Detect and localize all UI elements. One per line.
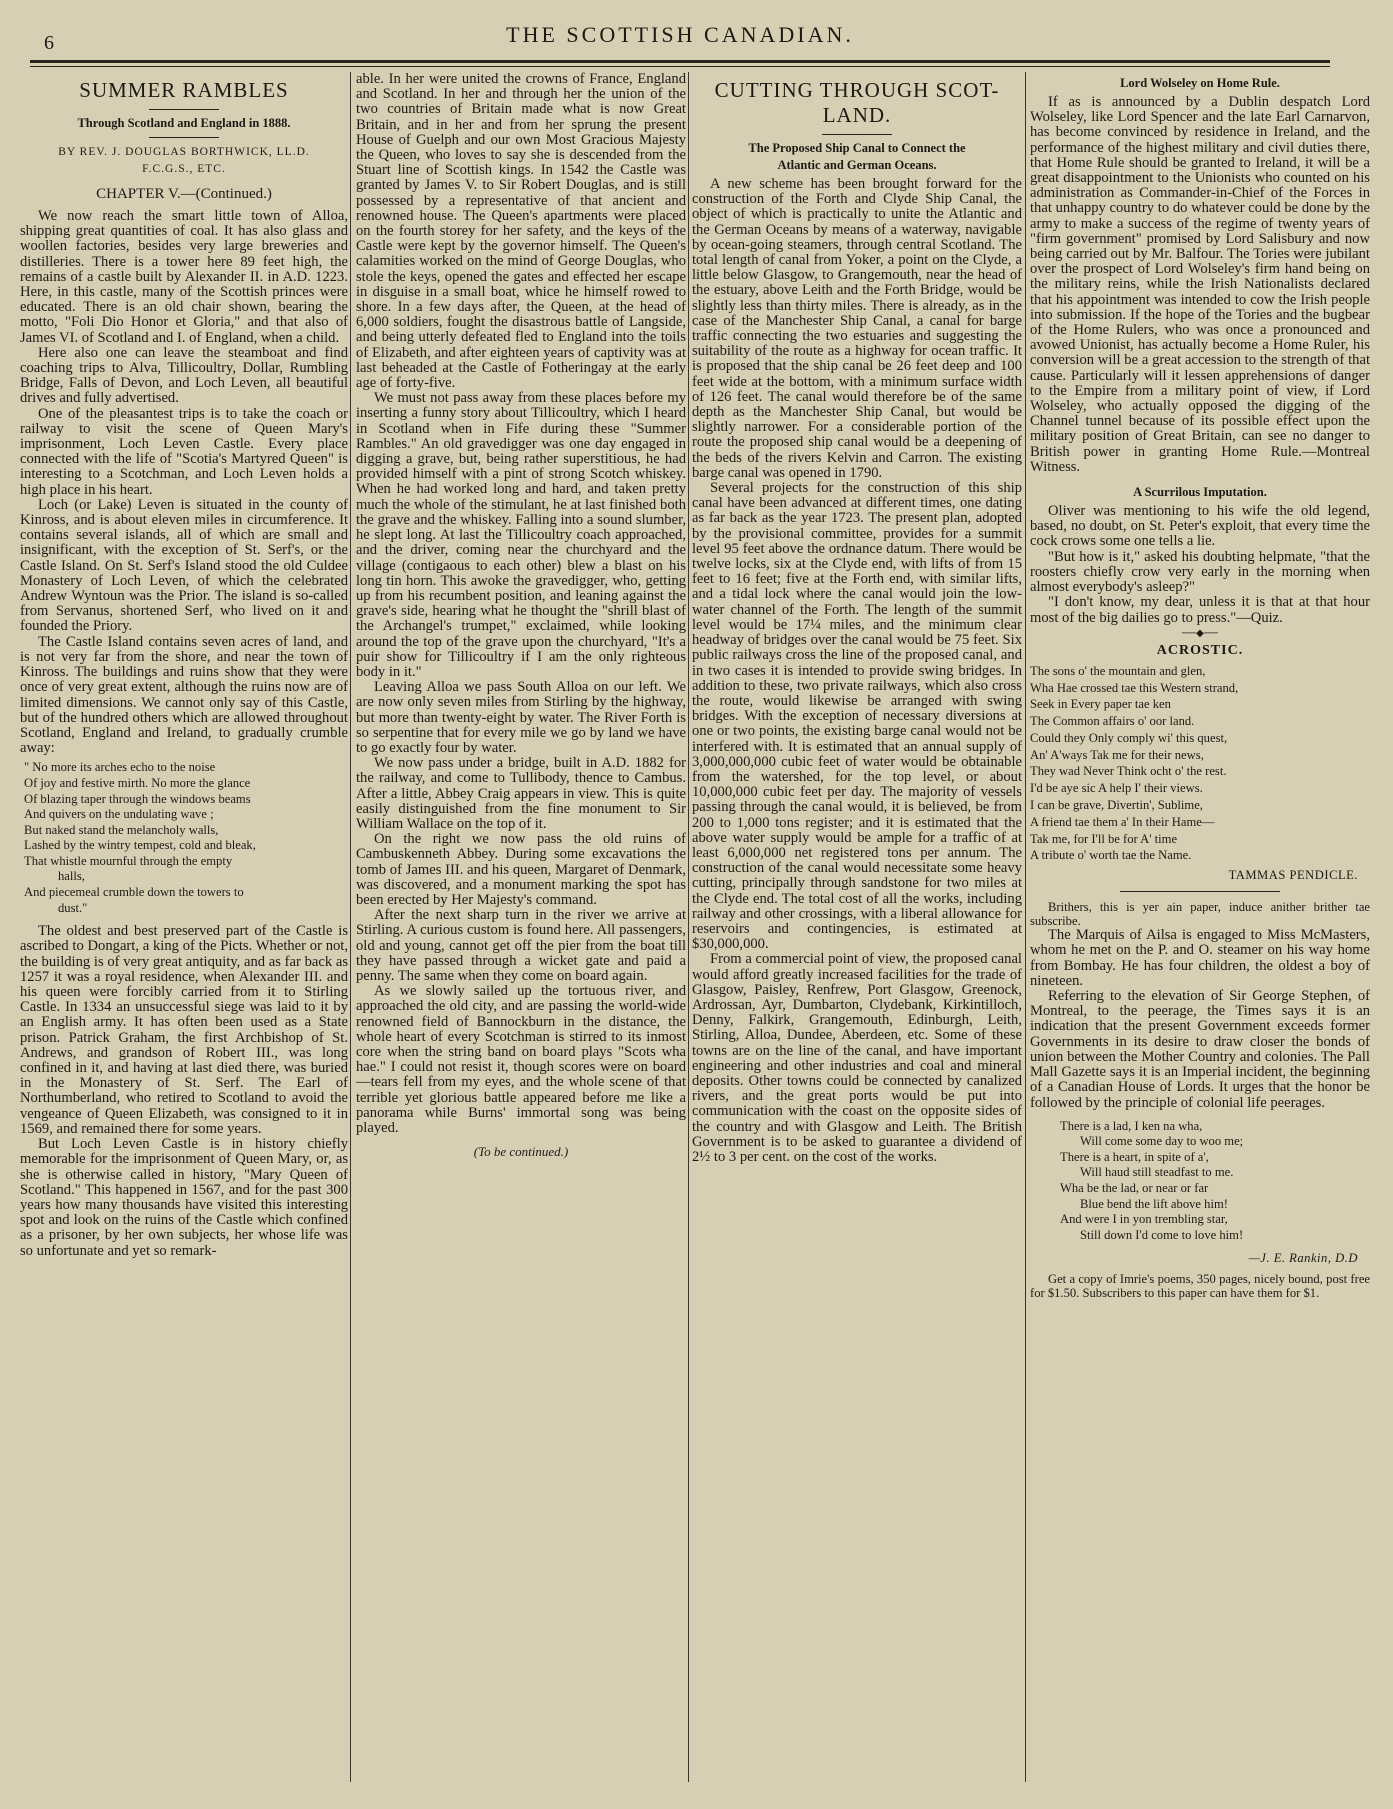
acrostic-line: Seek in Every paper tae ken [1030,697,1171,712]
column-4 [1030,72,1370,1782]
acrostic-line: A friend tae them a' In their Hame— [1030,814,1215,829]
poem-line: Of joy and festive mirth. No more the glance [24,775,251,790]
poem-line: Wha be the lad, or near or far [1060,1181,1209,1196]
poem-line: There is a heart, in spite of a', [1060,1149,1209,1164]
paragraph: If as is announced by a Dublin despatch Lord Wolseley, like Lord Spencer and the late Earl Carnarvon, has become convinced by residence in Ireland, and the performance of the highest military and civil duties there, that Home Rule should be granted to Ireland, it will be a great disappointment to the Unionists who counted on his administration as Commander-in-Chief of the Forces in that unhappy country to do whatever could be done by the army to make a success of the regime of twenty years of "firm government" promised by Lord Salisbury and now being carried out by Mr. Balfour. The Tories were jubilant over the prospect of Lord Wolseley's firm hand being on the military reins, while the Irish Nationalists declared that his appointment was intended to cow the Irish people into submission. If the hope of the Tories and the bugbear of the Home Rulers, who was once a pronounced and avowed Unionist, has actually become a Home Ruler, his conversion will be a great accession to the strength of that cause. Particularly will it lessen apprehensions of danger to the Empire from a military point of view, if Lord Wolseley, who actually opposed the digging of the Channel tunnel because of its possible effect upon the military position of Great Britain, can see no danger to British power in granting Home Rule.—Montreal Witness. [1030,94,1370,475]
acrostic-line: Could they Only comply wi' this quest, [1030,730,1228,745]
paragraph: We must not pass away from these places before my inserting a funny story about Tillicoultry, which I heard in Scotland when in Fife during these "Summer Rambles." An old gravedigger was one day engaged in digging a grave, but, being rather superstitious, he had provided himself with a pint of strong Scotch whiskey. When he had worked long and hard, and taken pretty much the whole of the stimulant, he at last finished both the grave and the whiskey. Falling into a sound slumber, he slept long. At last the Tillicoultry coach approached, and the driver, coming near the churchyard and the village (contigaous to each other) blew a blast on his long tin horn. This awoke the gravedigger, who, getting up from his recumbent position, and leaning against the grave's side, hearing what he thought the "shrill blast of the Archangel's trumpet," exclaimed, while looking around the top of the grave upon the churchyard, "It's a puir show for Tillicoultry if I am the only righteous body in it." [356,390,686,680]
separator [822,134,892,135]
paragraph: On the right we now pass the old ruins of Cambuskenneth Abbey. During some excavations the tomb of James III. and his queen, Margaret of Denmark, was discovered, and a monument marking the spot has been erected by Her Majesty's command. [356,831,686,908]
poem-line: Will haud still steadfast to me. [1080,1165,1234,1180]
article-heading: A Scurrilous Imputation. [1133,485,1267,500]
masthead: THE SCOTTISH CANADIAN. [506,22,854,47]
acrostic-line: A tribute o' worth tae the Name. [1030,848,1192,863]
column-divider [350,72,351,1782]
diamond-ornament: ──◆── [1181,627,1219,639]
poem-line: Will come some day to woo me; [1080,1134,1244,1149]
paragraph: A new scheme has been brought forward for the construction of the Forth and Clyde Ship Canal, the object of which is practically to unite the Atlantic and the German Oceans by means of a waterway, navigable by ocean-going steamers, through central Scotland. The total length of canal from Yoker, a point on the Clyde, a little below Glasgow, to Grangemouth, near the head of the estuary, above Leith and the Forth Bridge, would be slightly less than thirty miles. There is already, as in the case of the Manchester Ship Canal, a canal for barge traffic connecting the two estuaries and suggesting the suitability of the route as a highway for ocean traffic. It is proposed that the ship canal be 26 feet deep and 100 feet wide at the bottom, with a minimum surface width of 126 feet. The canal would therefore be of the same depth as the Manchester Ship Canal, but would be slightly narrower. For a considerable portion of the route the proposed ship canal would be a deepening of the beds of the rivers Kelvin and Carron. The existing barge canal was opened in 1790. [692,176,1022,481]
acrostic-line: I'd be aye sic A help I' their views. [1030,781,1203,796]
to-be-continued: (To be continued.) [473,1144,569,1160]
paragraph: The Marquis of Ailsa is engaged to Miss McMasters, whom he met on the P. and O. steamer on his way home from Bombay. He has four children, the oldest a boy of nineteen. [1030,927,1370,989]
separator [149,109,219,110]
article-heading: Lord Wolseley on Home Rule. [1120,76,1280,90]
byline-credentials: F.C.G.S., ETC. [142,163,226,175]
acrostic-poem [1030,663,1370,865]
acrostic-heading: ACROSTIC. [1156,642,1244,658]
paragraph: Several projects for the construction of this ship canal have been advanced at different times, one dating as far back as the year 1723. The present plan, adopted by the provisional committee, provides for a summit level 95 feet above the ordnance datum. There would be twelve locks, six at the Clyde end, with lifts of from 15 feet to 16 feet; five at the Forth end, with similar lifts, and a tidal lock where the canal would join the low-water channel of the Forth. The length of the summit level would be 17¼ miles, and the minimum clear headway of bridges over the canal would be 75 feet. Six public railways cross the line of the proposed canal, and in two cases it is intended to provide swing bridges. In addition to these, two private railways, which also cross the route, would likewise be arranged with swing bridges. With the exception of necessary diversions at one or two points, the existing barge canal would not be interfered with. It is estimated that an annual supply of 3,000,000,000 cubic feet of water would be obtainable from the watershed, for the top level, or about 10,000,000 cubic feet per day. The majority of vessels passing through the canal would, it is believed, be from 200 to 1,000 tons register; and it is estimated that the above water supply would be ample for a traffic of at least 6,000,000 net registered tons per annum. The construction of the canal would necessitate some heavy cutting, principally through sandstone for two miles at the Clyde end. The total cost of all the works, including railway and other crossings, with a liberal allowance for reservoirs and contingencies, is estimated at $30,000,000. [692,480,1022,953]
paragraph: From a commercial point of view, the proposed canal would afford greatly increased facilities for the trade of Glasgow, Paisley, Renfrew, Port Glasgow, Greenock, Ardrossan, Ayr, Dumbarton, Clydebank, Kirkintilloch, Denny, Falkirk, Grangemouth, Edinburgh, Leith, Stirling, Alloa, Dundee, Aberdeen, etc. Some of these towns are on the line of the canal, and have important engineering and other industries and coal and mineral deposits. Other towns could be connected by canalized rivers, and the great ports would be put into communication with the coast on the opposite sides of the country and with Glasgow and Leith. The British Government is to be asked to guarantee a dividend of 2½ to 3 per cent. on the cost of the works. [692,951,1022,1165]
poem-line: There is a lad, I ken na wha, [1060,1118,1203,1133]
poem [1030,1119,1370,1244]
paragraph: But Loch Leven Castle is in history chiefly memorable for the imprisonment of Queen Mary, or, as she is otherwise called in history, "Mary Queen of Scotland." This happened in 1567, and for the past 300 years how many thousands have visited this interesting spot and look on the ruins of the Castle which confined as a prisoner, by her own subjects, her whose life was so unfortunate and yet so remark- [20,1136,348,1259]
column-1 [20,72,348,1782]
poem-line: Still down I'd come to love him! [1080,1227,1244,1242]
poem-line: Of blazing taper through the windows beams [24,791,251,806]
poem-line: And were I in yon trembling star, [1060,1212,1228,1227]
acrostic-line: Tak me, for I'll be for A' time [1030,831,1178,846]
article-title-continued: LAND. [822,103,892,127]
paragraph: Loch (or Lake) Leven is situated in the county of Kinross, and is about eleven miles in circumference. It contains several islands, all of which are small and insignificant, with the exception of St. Serf's, or the Castle Island. On St. Serf's Island stood the old Culdee Monastery of Loch Leven, of which the celebrated Andrew Wyntoun was the Prior. The island is so-called from Servanus, shortened Serf, who lived on it and founded the Priory. [20,496,348,635]
acrostic-signature: TAMMAS PENDICLE. [1228,868,1358,883]
paragraph: "I don't know, my dear, unless it is that at that hour most of the big dailies go to press."—Quiz. [1030,594,1370,626]
paragraph: able. In her were united the crowns of France, England and Scotland. In her and through her the union of the two countries of Britain made what is now Great Britain, and in her and from her sprung the present House of Guelph and our own Most Gracious Majesty the Queen, who loves to say she is descended from the Stuart line of Scottish kings. In 1542 the Castle was granted by James V. to Sir Robert Douglas, and is still possessed by a representative of that ancient and renowned house. The Queen's apartments were placed on the fourth storey for her safety, and the keys of the Castle were kept by the governor himself. The Queen's calamities worked on the mind of George Douglas, who stole the keys, opened the gates and effected her escape in disguise in a small boat, whice he himself rowed to shore. In a few days after, the Queen, at the head of 6,000 soldiers, fought the disastrous battle of Langside, and being utterly defeated fled to England into the toils of Elizabeth, and after eighteen years of captivity was at last beheaded at the Castle of Fotheringay at the early age of forty-five. [356,72,686,392]
header-rule-thin [30,66,1330,67]
poem-line: And piecemeal crumble down the towers to [24,885,244,900]
paragraph: Oliver was mentioning to his wife the old legend, based, no doubt, on St. Peter's exploit, that every time the cock crows some one tells a lie. [1030,503,1370,550]
byline [20,144,348,178]
page-number: 6 [44,32,54,54]
acrostic-line: An' A'ways Tak me for their news, [1030,747,1204,762]
article-title: SUMMER RAMBLES [79,78,289,102]
column-divider [1025,72,1026,1782]
chapter-heading: CHAPTER V.—(Continued.) [96,186,272,202]
poem-line: Lashed by the wintry tempest, cold and bleak, [24,838,256,853]
acrostic-line: I can be grave, Divertin', Sublime, [1030,798,1203,813]
page-header [30,14,1330,54]
poem-line: That whistle mournful through the empty [24,853,233,868]
column-divider [688,72,689,1782]
paragraph: Get a copy of Imrie's poems, 350 pages, nicely bound, post free for $1.50. Subscribers to this paper can have them for $1. [1030,1272,1370,1301]
poem-signature: —J. E. Rankin, D.D [1248,1251,1358,1266]
separator [1120,891,1280,892]
separator [149,137,219,138]
byline-author: BY REV. J. DOUGLAS BORTHWICK, LL.D. [58,146,310,158]
paragraph: One of the pleasantest trips is to take the coach or railway to visit the scene of Queen Mary's imprisonment, Loch Leven Castle. Every place connected with the life of "Scotia's Martyred Queen" is interesting to a Scotchman, and Loch Leven holds a high place in his heart. [20,405,348,498]
paragraph: We now pass under a bridge, built in A.D. 1882 for the railway, and come to Tullibody, thence to Cambus. After a little, Abbey Craig appears in view. This is quite easily distinguished from the fine monument to Sir William Wallace on the top of it. [356,755,686,832]
poem [20,760,348,916]
paragraph: We now reach the smart little town of Alloa, shipping great quantities of coal. It has also glass and woollen factories, besides very large breweries and distilleries. There is a tower here 89 feet high, the remains of a castle built by Alexander II. in A.D. 1223. Here, in this castle, many of the Scottish princes were educated. There is an old chair shown, bearing the motto, "Foli Dio Honor et Gloria," and that also of James VI. of Scotland and I. of England, when a child. [20,208,348,346]
article-subtitle: Through Scotland and England in 1888. [77,116,291,130]
poem-line: dust." [58,900,88,915]
header-rule [30,60,1330,63]
acrostic-line: The Common affairs o' oor land. [1030,714,1195,729]
poem-line: And quivers on the undulating wave ; [24,807,214,822]
paragraph: Brithers, this is yer ain paper, induce anither brither tae subscribe. [1030,900,1370,929]
article-title: CUTTING THROUGH SCOT- [714,78,1000,102]
acrostic-line: They wad Never Think ocht o' the rest. [1030,764,1227,779]
poem-line: Blue bend the lift above him! [1080,1196,1228,1211]
article-subtitle: The Proposed Ship Canal to Connect the [748,141,966,155]
paragraph: After the next sharp turn in the river we arrive at Stirling. A curious custom is found here. All passengers, old and young, cannot get off the pier from the boat till they have passed through a wicket gate and paid a penny. The same when they come on board again. [356,907,686,984]
column-3 [692,72,1022,1782]
paragraph: Here also one can leave the steamboat and find coaching trips to Alva, Tillicoultry, Dollar, Rumbling Bridge, Falls of Devon, and Loch Leven, all beautiful drives and fully advertised. [20,344,348,407]
paragraph: The Castle Island contains seven acres of land, and is not very far from the shore, and near the town of Kinross. The buildings and ruins show that they were once of very great extent, although the ruins now are of limited dimensions. We cannot only say of this Castle, but of the hundred others which are allowed throughout Scotland, England and Ireland, to gradually crumble away: [20,633,348,757]
acrostic-line: Wha Hae crossed tae this Western strand, [1030,680,1239,695]
paragraph: As we slowly sailed up the tortuous river, and approached the old city, and are passing the world-wide renowned field of Bannockburn in the distance, the whole heart of every Scotchman is stirred to its inmost core when the string band on board plays "Scots wha hae." I could not resist it, though scores were on board—tears fell from my eyes, and the whole scene of that terrible yet glorious battle appeared before me like a panorama while Burns' immortal song was being played. [356,983,686,1137]
paragraph: Referring to the elevation of Sir George Stephen, of Montreal, to the peerage, the Times says it is an indication that the present Government exceeds former Governments in its desire to draw closer the bonds of union between the Mother Country and colonies. The Pall Mall Gazette says it is an Imperial incident, the beginning of a Canadian House of Lords. It urges that the honor be followed by the principle of colonial life peerages. [1030,988,1370,1111]
poem-line: " No more its arches echo to the noise [24,760,216,775]
paragraph: Leaving Alloa we pass South Alloa on our left. We are now only seven miles from Stirling by the highway, but more than twenty-eight by water. The River Forth is so serpentine that for every mile we go by land we have to go exactly four by water. [356,679,686,756]
poem-line: halls, [58,869,85,884]
paragraph: "But how is it," asked his doubting helpmate, "that the roosters chiefly crow very early in the morning when almost everybody's asleep?" [1030,548,1370,596]
paragraph: The oldest and best preserved part of the Castle is ascribed to Dongart, a king of the Picts. Whether or not, the building is of very great antiquity, and as far back as 1257 it was a royal residence, when Alexander III. and his queen were forcibly carried from it to Stirling Castle. In 1334 an unsuccessful siege was laid to it by an English army. It has often been used as a State prison. Patrick Graham, the first Archbishop of St. Andrews, and grandson of Robert III., was long confined in it, and having at last died there, was buried in the Monastery of St. Serf. The Earl of Northumberland, who retired to Scotland to avoid the vengeance of Queen Elizabeth, was consigned to it in 1569, and remained there for some years. [20,923,348,1137]
article-subtitle-continued: Atlantic and German Oceans. [777,158,937,172]
acrostic-line: The sons o' the mountain and glen, [1030,663,1206,678]
column-2 [356,72,686,1782]
poem-line: But naked stand the melancholy walls, [24,822,219,837]
